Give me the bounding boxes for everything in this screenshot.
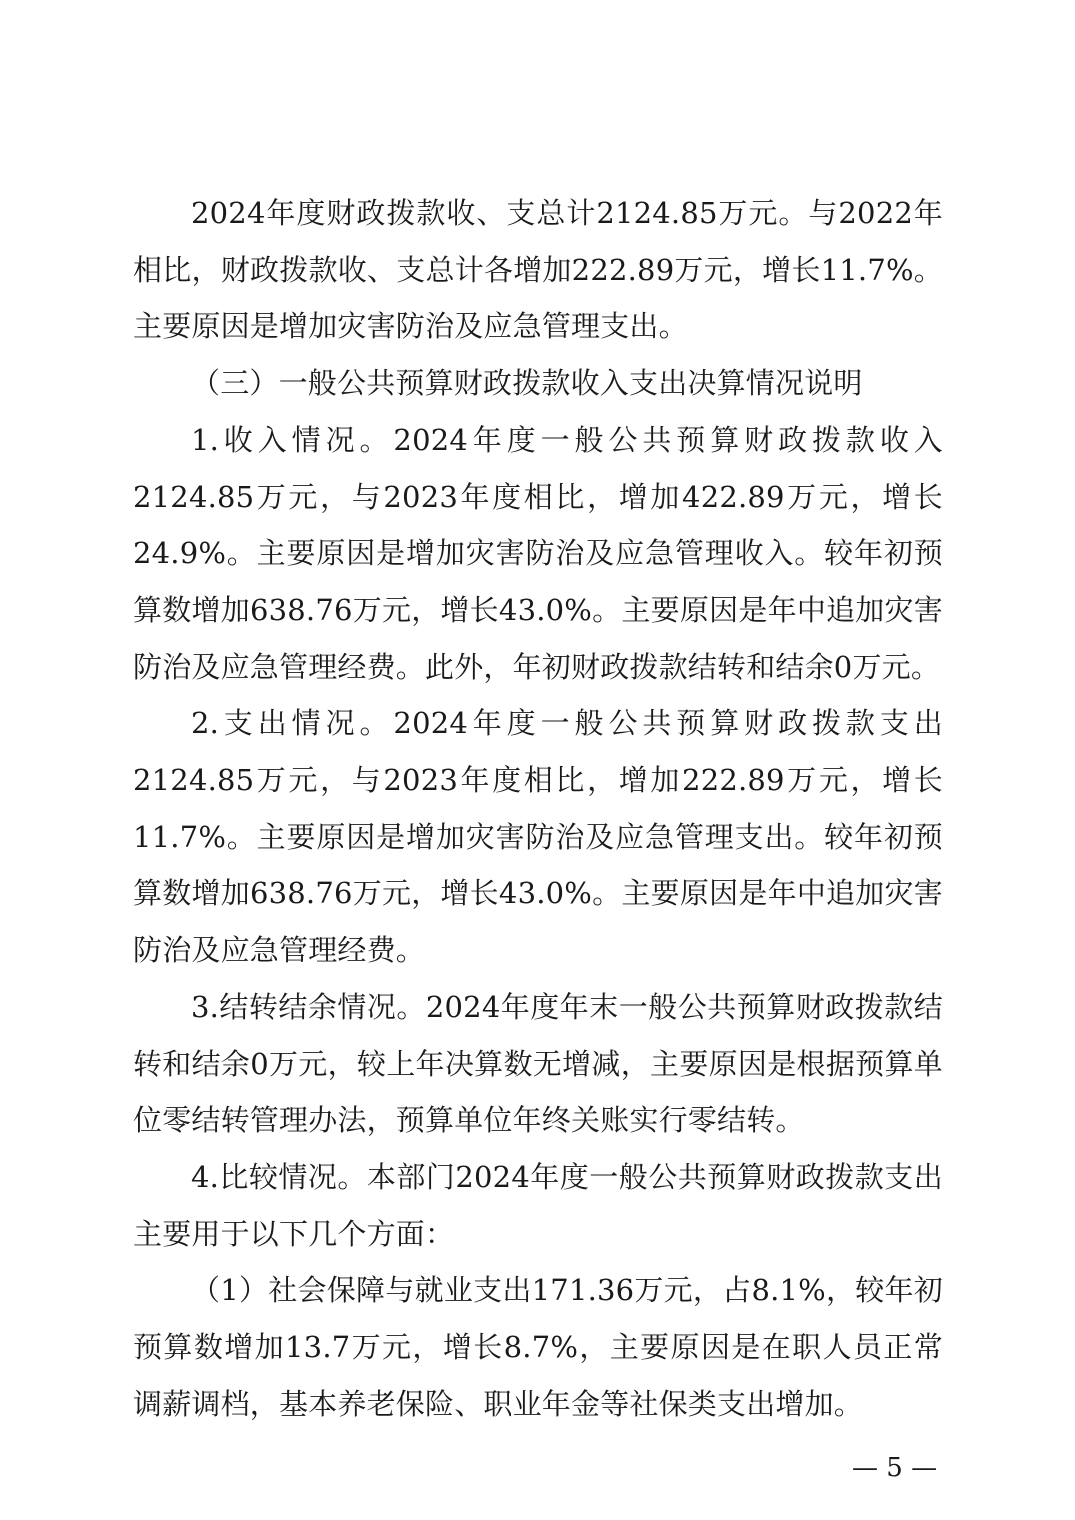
section-heading-general-budget: （三）一般公共预算财政拨款收入支出决算情况说明 xyxy=(191,366,863,401)
page-number: — 5 — xyxy=(852,1453,938,1483)
paragraph-social-security: （1）社会保障与就业支出171.36万元，占8.1%，较年初预算数增加13.7万元，增长8.7%，主要原因是在职人员正常调薪调档，基本养老保险、职业年金等社保类支出增加。 xyxy=(133,1273,943,1421)
paragraph-comparison: 4.比较情况。本部门2024年度一般公共预算财政拨款支出主要用于以下几个方面： xyxy=(133,1159,943,1251)
paragraph-carryover: 3.结转结余情况。2024年度年末一般公共预算财政拨款结转和结余0万元，较上年决算数无增减，主要原因是根据预算单位零结转管理办法，预算单位年终关账实行零结转。 xyxy=(133,989,943,1138)
paragraph-expenditure: 2.支出情况。2024年度一般公共预算财政拨款支出2124.85万元，与2023年度相比，增加222.89万元，增长11.7%。主要原因是增加灾害防治及应急管理支出。较年初预算数增加638.76万元，增长43.0%。主要原因是年中追加灾害防治及应急管理经费。 xyxy=(133,706,943,968)
document-body xyxy=(133,185,943,1432)
paragraph-fiscal-total: 2024年度财政拨款收、支总计2124.85万元。与2022年相比，财政拨款收、支总计各增加222.89万元，增长11.7%。主要原因是增加灾害防治及应急管理支出。 xyxy=(133,196,943,344)
paragraph-income: 1.收入情况。2024年度一般公共预算财政拨款收入2124.85万元，与2023年度相比，增加422.89万元，增长24.9%。主要原因是增加灾害防治及应急管理收入。较年初预算数增加638.76万元，增长43.0%。主要原因是年中追加灾害防治及应急管理经费。此外，年初财政拨款结转和结余0万元。 xyxy=(133,422,943,684)
